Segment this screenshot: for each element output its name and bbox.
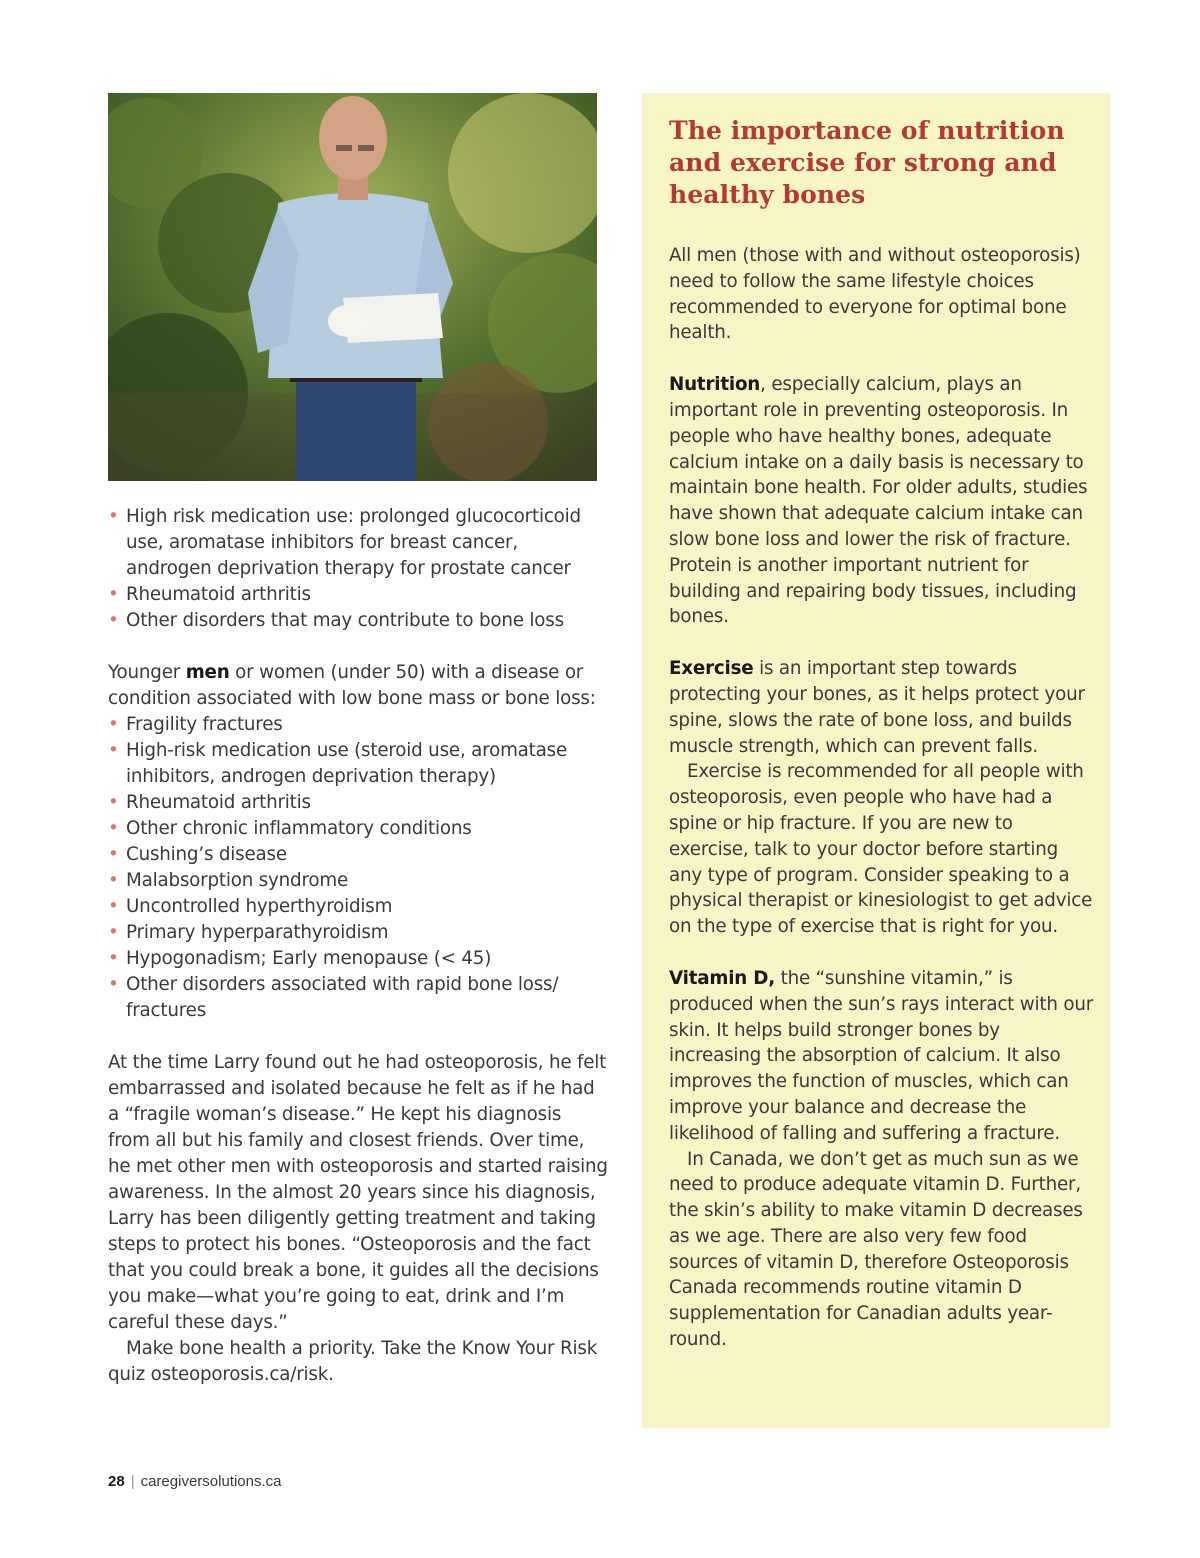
footer-site: caregiversolutions.ca [140,1473,282,1490]
exercise-paragraph: Exercise is an important step towards protecting your bones, as it helps protect your spine, slows the rate of bone loss, and builds muscle strength, which can prevent falls. [669,658,1085,757]
list-item: • Uncontrolled hyperthyroidism [108,894,608,920]
list-item: • High risk medication use: prolonged glucocorticoid use, aromatase inhibitors for breast cancer, androgen deprivation therapy for prostate cancer [108,504,608,582]
risk-bullets [108,504,608,634]
list-item: • Primary hyperparathyroidism [108,920,608,946]
page-number: 28 [108,1473,125,1490]
vitamin-d-paragraph-2: In Canada, we don’t get as much sun as we need to produce adequate vitamin D. Further, the skin’s ability to make vitamin D decreases as we age. There are also very few food sources of vitamin D, therefore Osteoporosis Canada recommends routine vitamin D supplementation for Canadian adults year-round. [669,1148,1083,1351]
exercise-paragraph-2: Exercise is recommended for all people with osteoporosis, even people who have had a spine or hip fracture. If you are new to exercise, talk to your doctor before starting any type of program. Consider speaking to a physical therapist or kinesiologist to get advice on the type of exercise that is right for you. [669,761,1093,938]
list-item: • Other disorders associated with rapid bone loss/ fractures [108,972,608,1024]
list-item: • Other chronic inflammatory conditions [108,816,608,842]
left-column [108,504,608,1388]
list-item: • High-risk medication use (steroid use, aromatase inhibitors, androgen deprivation therapy) [108,738,608,790]
sidebar-title: The importance of nutrition and exercise for strong and healthy bones [669,116,1065,209]
list-item: • Rheumatoid arthritis [108,790,608,816]
sidebar-intro: All men (those with and without osteoporosis) need to follow the same lifestyle choices recommended to everyone for optimal bone health. [669,245,1081,344]
story-paragraph: At the time Larry found out he had osteoporosis, he felt embarrassed and isolated because he felt as if he had a “fragile woman’s disease.” He kept his diagnosis from all but his family and closest friends. Over time, he met other men with osteoporosis and started raising awareness. In the almost 20 years since his diagnosis, Larry has been diligently getting treatment and taking steps to protect his bones. “Osteoporosis and the fact that you could break a bone, it guides all the decisions you make—what you’re going to eat, drink and I’m careful these days.” [108,1052,608,1333]
call-to-action: Make bone health a priority. Take the Know Your Risk quiz osteoporosis.ca/risk. [108,1338,598,1385]
list-item: • Cushing’s disease [108,842,608,868]
footer-separator: | [130,1473,135,1490]
nutrition-paragraph: Nutrition, especially calcium, plays an important role in preventing osteoporosis. In people who have healthy bones, adequate calcium intake on a daily basis is necessary to maintain bone health. For older adults, studies have shown that adequate calcium intake can slow bone loss and lower the risk of fracture. Protein is another important nutrient for building and repairing body tissues, including bones. [669,374,1088,628]
man-with-cast-photo [108,93,597,481]
nutrition-sidebar [642,93,1110,1428]
younger-bullets [108,712,608,1024]
list-item: • Rheumatoid arthritis [108,582,608,608]
bold-men: men [185,662,230,683]
list-item: • Other disorders that may contribute to bone loss [108,608,608,634]
list-item: • Fragility fractures [108,712,608,738]
vitamin-d-paragraph: Vitamin D, the “sunshine vitamin,” is produced when the sun’s rays interact with our skin. It helps build stronger bones by increasing the absorption of calcium. It also improves the function of muscles, which can improve your balance and decrease the likelihood of falling and suffering a fracture. [669,967,1094,1144]
list-item: • Malabsorption syndrome [108,868,608,894]
page-footer [108,1473,282,1490]
younger-intro: Younger men or women (under 50) with a disease or condition associated with low bone mass or bone loss: [108,662,596,709]
list-item: • Hypogonadism; Early menopause (< 45) [108,946,608,972]
